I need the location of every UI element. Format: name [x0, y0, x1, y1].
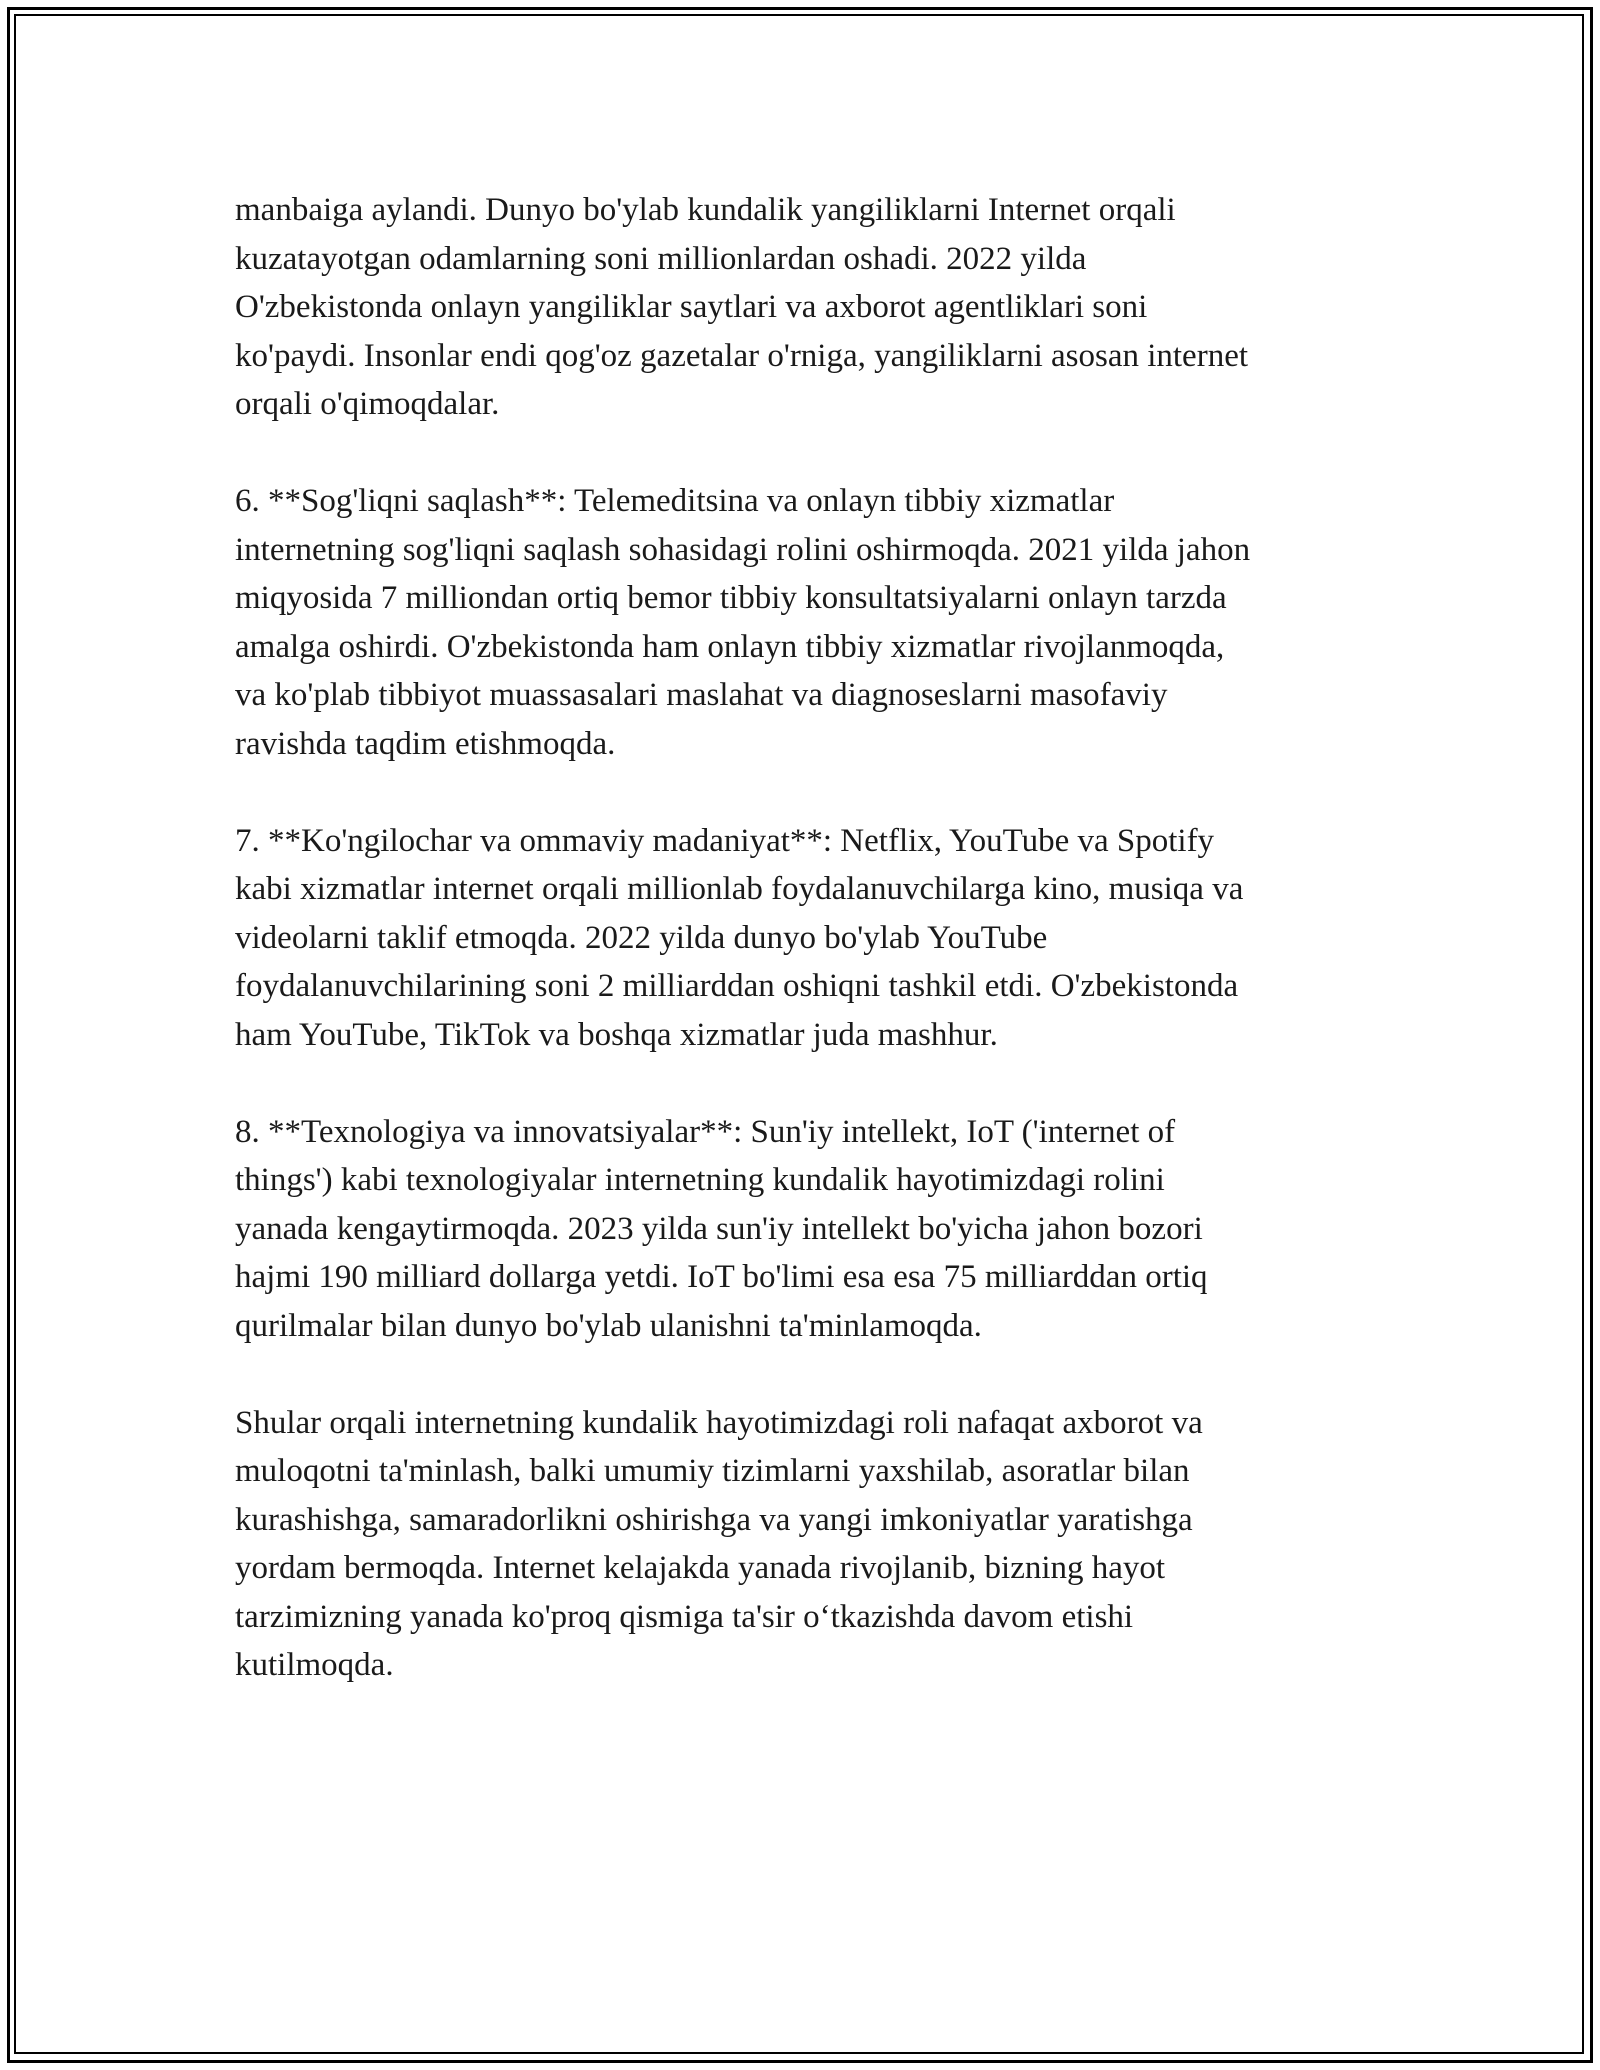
document-body	[235, 186, 1370, 1738]
paragraph-conclusion: Shular orqali internetning kundalik hayotimizdagi roli nafaqat axborot va muloqotni ta'minlash, balki umumiy tizimlarni yaxshilab, asoratlar bilan kurashishga, samaradorlikni oshirishga va yangi imkoniyatlar yaratishga yordam bermoqda. Internet kelajakda yanada rivojlanib, bizning hayot tarzimizning yanada ko'proq qismiga ta'sir o‘tkazishda davom etishi kutilmoqda.	[235, 1404, 1203, 1683]
paragraph-healthcare: 6. **Sog'liqni saqlash**: Telemeditsina va onlayn tibbiy xizmatlar internetning sog'liqni saqlash sohasidagi rolini oshirmoqda. 2021 yilda jahon miqyosida 7 milliondan ortiq bemor tibbiy konsultatsiyalarni onlayn tarzda amalga oshirdi. O'zbekistonda ham onlayn tibbiy xizmatlar rivojlanmoqda, va ko'plab tibbiyot muassasalari maslahat va diagnoseslarni masofaviy ravishda taqdim etishmoqda.	[235, 483, 1251, 762]
paragraph-news: manbaiga aylandi. Dunyo bo'ylab kundalik yangiliklarni Internet orqali kuzatayotgan odamlarning soni millionlardan oshadi. 2022 yilda O'zbekistonda onlayn yangiliklar saytlari va axborot agentliklari soni ko'paydi. Insonlar endi qog'oz gazetalar o'rniga, yangiliklarni asosan internet orqali o'qimoqdalar.	[235, 192, 1249, 422]
paragraph-entertainment: 7. **Ko'ngilochar va ommaviy madaniyat**: Netflix, YouTube va Spotify kabi xizmatlar internet orqali millionlab foydalanuvchilarga kino, musiqa va videolarni taklif etmoqda. 2022 yilda dunyo bo'ylab YouTube foydalanuvchilarining soni 2 milliarddan oshiqni tashkil etdi. O'zbekistonda ham YouTube, TikTok va boshqa xizmatlar juda mashhur.	[235, 822, 1244, 1053]
paragraph-technology: 8. **Texnologiya va innovatsiyalar**: Sun'iy intellekt, IoT ('internet of things') kabi texnologiyalar internetning kundalik hayotimizdagi rolini yanada kengaytirmoqda. 2023 yilda sun'iy intellekt bo'yicha jahon bozori hajmi 190 milliard dollarga yetdi. IoT bo'limi esa esa 75 milliarddan ortiq qurilmalar bilan dunyo bo'ylab ulanishni ta'minlamoqda.	[235, 1113, 1208, 1344]
